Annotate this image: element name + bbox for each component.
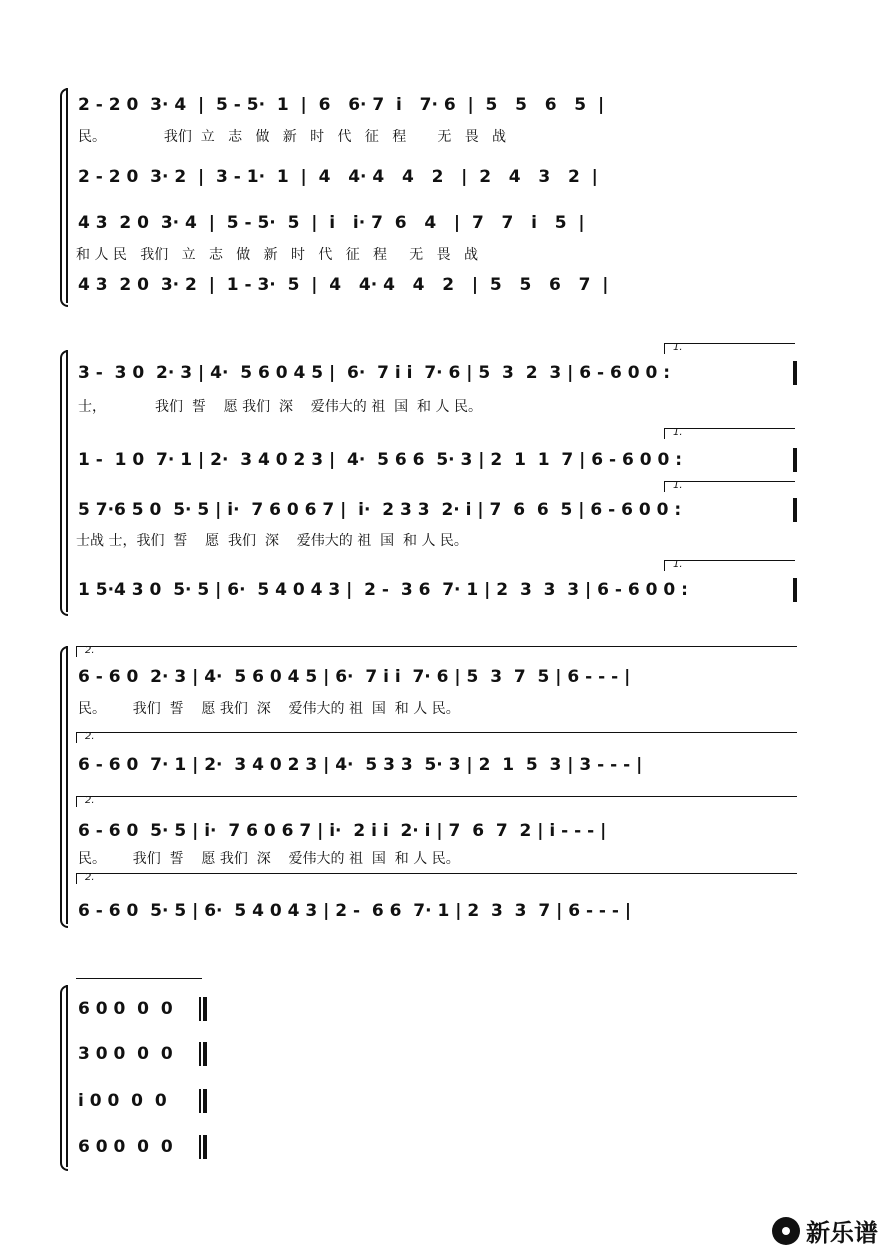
staff-4-notes: 6 - 6 0 5· 5 | 6· 5 4 0 4 3 | 2 - 6 6 7· 1 | 2 3 3 7 | 6 - - - |: [78, 901, 632, 921]
staff-4-notes: 1 5·4 3 0 5· 5 | 6· 5 4 0 4 3 | 2 - 3 6 7· 1 | 2 3 3 3 | 6 - 6 0 0 :: [78, 580, 688, 600]
staff-1-notes: 3 - 3 0 2· 3 | 4· 5 6 0 4 5 | 6· 7 i i 7· 6 | 5 3 2 3 | 6 - 6 0 0 :: [78, 363, 671, 383]
staff-1-notes: 2 - 2 0 3· 4 | 5 - 5· 1 | 6 6· 7 i 7· 6 | 5 5 6 5 |: [78, 95, 605, 115]
volta-bracket: [664, 481, 795, 492]
volta-bracket: [76, 796, 797, 807]
bracket-line: [76, 978, 202, 989]
staff-2-notes: 2 - 2 0 3· 2 | 3 - 1· 1 | 4 4· 4 4 2 | 2 4 3 2 |: [78, 167, 598, 187]
staff-4-notes: 6 0 0 0 0: [78, 1137, 173, 1157]
vinyl-disc-icon: [772, 1217, 800, 1245]
volta-bracket: [76, 873, 797, 884]
repeat-end-bar: [793, 578, 797, 602]
repeat-end-bar: [793, 498, 797, 522]
final-bar-thin: [199, 997, 201, 1021]
staff-3-notes: 6 - 6 0 5· 5 | i· 7 6 0 6 7 | i· 2 i i 2· i | 7 6 7 2 | i - - - |: [78, 821, 607, 841]
staff-3-notes: 4 3 2 0 3· 4 | 5 - 5· 5 | i i· 7 6 4 | 7 7 i 5 |: [78, 213, 585, 233]
staff-1-lyrics: 民。 我们 誓 愿 我们 深 爱伟大的 祖 国 和 人 民。: [78, 701, 460, 717]
volta-bracket: [664, 428, 795, 439]
volta-bracket: [664, 343, 795, 354]
staff-3-notes: i 0 0 0 0: [78, 1091, 167, 1111]
staff-1-notes: 6 - 6 0 2· 3 | 4· 5 6 0 4 5 | 6· 7 i i 7· 6 | 5 3 7 5 | 6 - - - |: [78, 667, 631, 687]
staff-1-lyrics: 民。 我们 立 志 做 新 时 代 征 程 无 畏 战: [78, 129, 507, 145]
staff-3-lyrics: 和 人 民 我们 立 志 做 新 时 代 征 程 无 畏 战: [76, 247, 479, 263]
volta-label: 1.: [673, 427, 683, 438]
final-bar-thick: [203, 997, 207, 1021]
staff-3-lyrics: 士战 士，我们 誓 愿 我们 深 爱伟大的 祖 国 和 人 民。: [76, 533, 468, 549]
final-bar-thin: [199, 1089, 201, 1113]
repeat-end-bar: [793, 361, 797, 385]
volta-label: 2.: [85, 872, 95, 883]
staff-1-notes: 6 0 0 0 0: [78, 999, 173, 1019]
volta-bracket: [76, 646, 797, 657]
system-start-bar: [66, 646, 68, 924]
logo-text: 新乐谱: [806, 1219, 878, 1247]
staff-2-notes: 6 - 6 0 7· 1 | 2· 3 4 0 2 3 | 4· 5 3 3 5· 3 | 2 1 5 3 | 3 - - - |: [78, 755, 643, 775]
volta-bracket: [76, 732, 797, 743]
final-bar-thick: [203, 1042, 207, 1066]
final-bar-thick: [203, 1135, 207, 1159]
volta-label: 1.: [673, 559, 683, 570]
system-start-bar: [66, 88, 68, 303]
system-start-bar: [66, 985, 68, 1167]
system-start-bar: [66, 350, 68, 612]
repeat-end-bar: [793, 448, 797, 472]
volta-label: 2.: [85, 645, 95, 656]
volta-label: 1.: [673, 342, 683, 353]
site-logo: [772, 1213, 878, 1248]
final-bar-thin: [199, 1135, 201, 1159]
volta-bracket: [664, 560, 795, 571]
final-bar-thick: [203, 1089, 207, 1113]
staff-4-notes: 4 3 2 0 3· 2 | 1 - 3· 5 | 4 4· 4 4 2 | 5 5 6 7 |: [78, 275, 609, 295]
staff-3-notes: 5 7·6 5 0 5· 5 | i· 7 6 0 6 7 | i· 2 3 3 2· i | 7 6 6 5 | 6 - 6 0 0 :: [78, 500, 682, 520]
final-bar-thin: [199, 1042, 201, 1066]
volta-label: 2.: [85, 731, 95, 742]
staff-3-lyrics: 民。 我们 誓 愿 我们 深 爱伟大的 祖 国 和 人 民。: [78, 851, 460, 867]
staff-2-notes: 1 - 1 0 7· 1 | 2· 3 4 0 2 3 | 4· 5 6 6 5· 3 | 2 1 1 7 | 6 - 6 0 0 :: [78, 450, 683, 470]
staff-1-lyrics: 士， 我们 誓 愿 我们 深 爱伟大的 祖 国 和 人 民。: [78, 399, 482, 415]
volta-label: 1.: [673, 480, 683, 491]
volta-label: 2.: [85, 795, 95, 806]
staff-2-notes: 3 0 0 0 0: [78, 1044, 173, 1064]
